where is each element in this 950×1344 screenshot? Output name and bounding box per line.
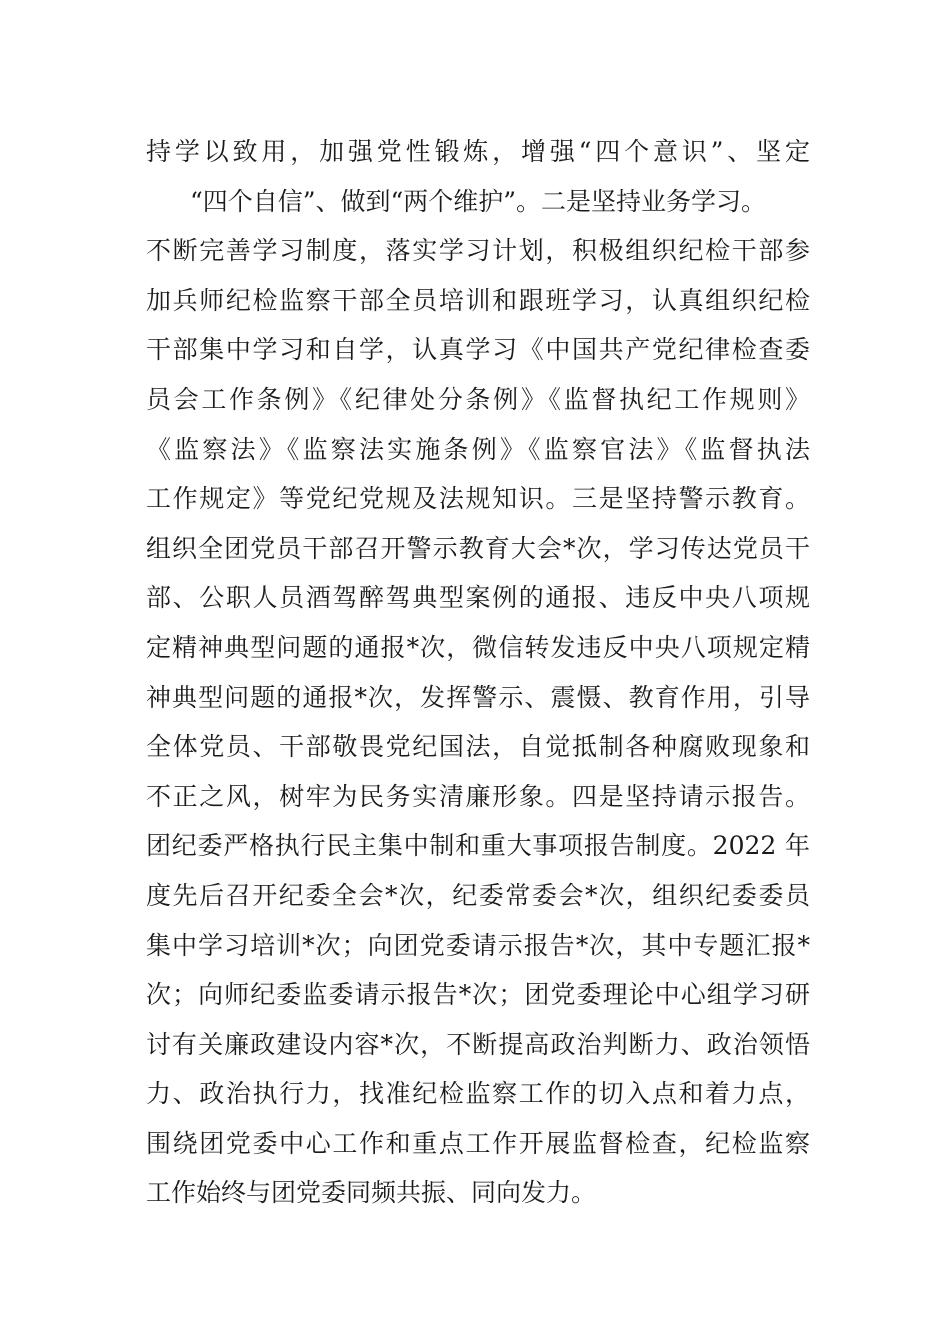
text-line: 工作规定》等党纪党规及法规知识。三是坚持警示教育。 (146, 484, 810, 514)
text-line: 《监察法》《监察法实施条例》《监察官法》《监督执法 (146, 434, 810, 464)
text-line: 加兵师纪检监察干部全员培训和跟班学习，认真组织纪检 (146, 285, 810, 315)
text-line: 持学以致用，加强党性锻炼，增强“四个意识”、坚定 (146, 137, 810, 166)
text-line: 讨有关廉政建设内容*次，不断提高政治判断力、政治领悟 (146, 1029, 810, 1059)
text-line: 不正之风，树牢为民务实清廉形象。四是坚持请示报告。 (146, 781, 810, 811)
text-line: 围绕团党委中心工作和重点工作开展监督检查，纪检监察 (146, 1128, 810, 1158)
text-line: 工作始终与团党委同频共振、同向发力。 (146, 1178, 597, 1208)
text-line: 度先后召开纪委全会*次，纪委常委会*次，组织纪委委员 (146, 880, 810, 910)
text-line: 力、政治执行力，找准纪检监察工作的切入点和着力点， (146, 1079, 810, 1109)
text-line: 集中学习培训*次；向团党委请示报告*次，其中专题汇报* (146, 930, 810, 960)
text-line: “四个自信”、做到“两个维护”。二是坚持业务学习。 (189, 186, 767, 216)
text-line: 神典型问题的通报*次，发挥警示、震慑、教育作用，引导 (146, 682, 810, 712)
text-line: 次；向师纪委监委请示报告*次；团党委理论中心组学习研 (146, 980, 810, 1010)
text-line: 部、公职人员酒驾醉驾典型案例的通报、违反中央八项规 (146, 583, 810, 613)
text-line: 组织全团党员干部召开警示教育大会*次，学习传达党员干 (146, 533, 810, 563)
text-line: 定精神典型问题的通报*次，微信转发违反中央八项规定精 (146, 632, 810, 662)
text-line: 不断完善学习制度，落实学习计划，积极组织纪检干部参 (146, 236, 810, 266)
text-line: 干部集中学习和自学，认真学习《中国共产党纪律检查委 (146, 335, 810, 365)
text-line: 员会工作条例》《纪律处分条例》《监督执纪工作规则》 (146, 384, 810, 414)
text-line: 全体党员、干部敬畏党纪国法，自觉抵制各种腐败现象和 (146, 732, 810, 762)
text-line: 团纪委严格执行民主集中制和重大事项报告制度。2022 年 (146, 831, 810, 861)
body-paragraph (146, 127, 810, 1218)
